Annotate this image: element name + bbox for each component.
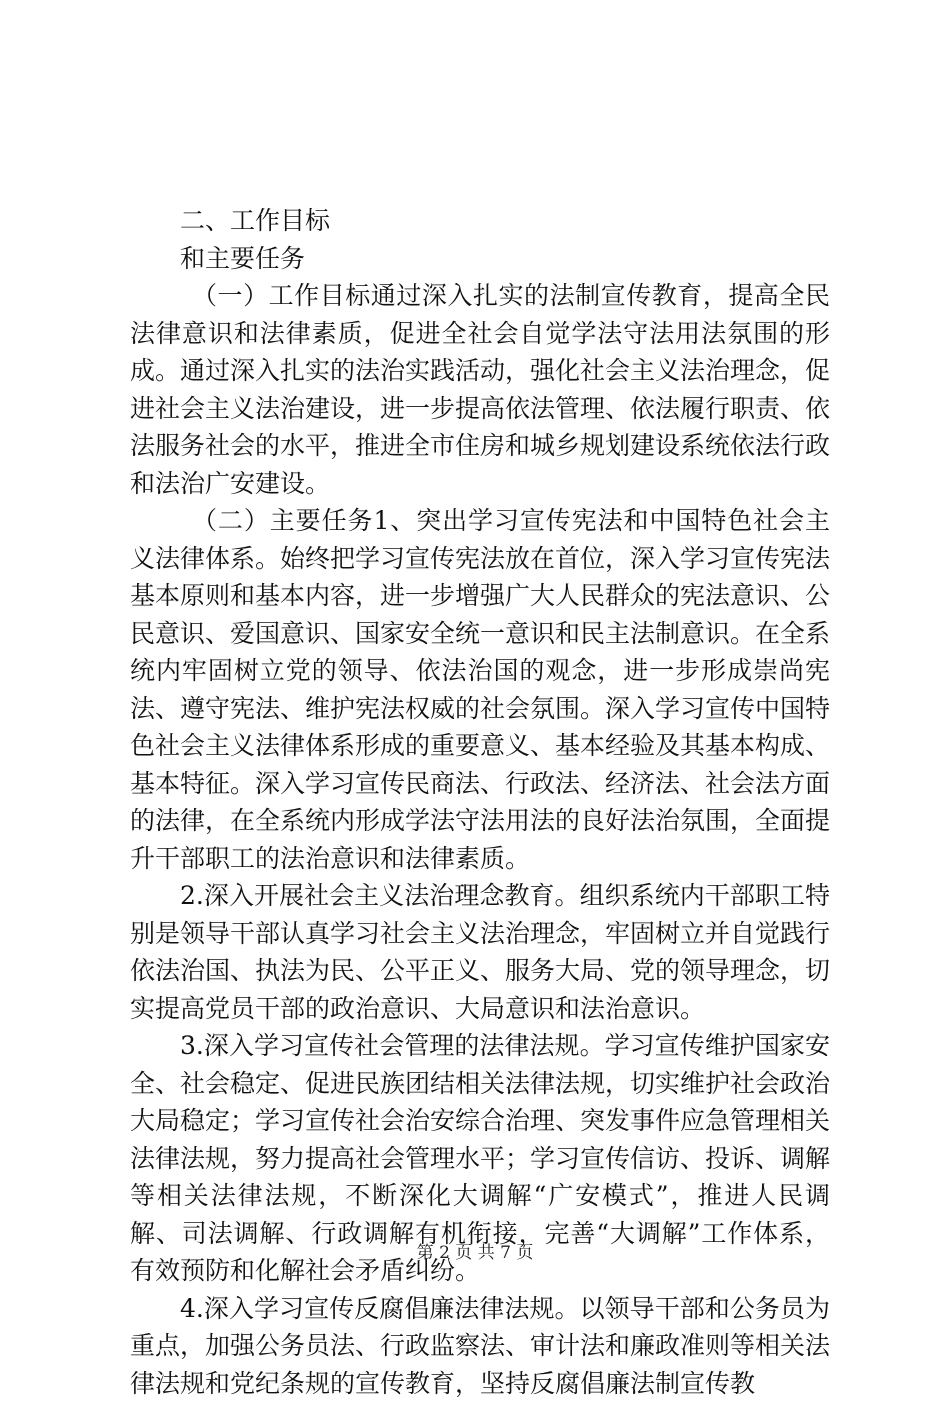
paragraph-main-tasks: （二）主要任务1、突出学习宣传宪法和中国特色社会主义法律体系。始终把学习宣传宪法放在首位，深入学习宣传宪法基本原则和基本内容，进一步增强广大人民群众的宪法意识、公民意识、爱国意识、国家安全统一意识和民主法制意识。在全系统内牢固树立党的领导、依法治国的观念，进一步形成崇尚宪法、遵守宪法、维护宪法权威的社会氛围。深入学习宣传中国特色社会主义法律体系形成的重要意义、基本经验及其基本构成、基本特征。深入学习宣传民商法、行政法、经济法、社会法方面的法律，在全系统内形成学法守法用法的良好法治氛围，全面提升干部职工的法治意识和法律素质。 (130, 502, 830, 877)
section-heading-line-2: 和主要任务 (130, 240, 830, 278)
paragraph-task-3: 3.深入学习宣传社会管理的法律法规。学习宣传维护国家安全、社会稳定、促进民族团结相关法律法规，切实维护社会政治大局稳定；学习宣传社会治安综合治理、突发事件应急管理相关法律法规，努力提高社会管理水平；学习宣传信访、投诉、调解等相关法律法规，不断深化大调解“广安模式”，推进人民调解、司法调解、行政调解有机衔接，完善“大调解”工作体系，有效预防和化解社会矛盾纠纷。 (130, 1027, 830, 1290)
section-heading-line-1: 二、工作目标 (130, 202, 830, 240)
paragraph-task-4: 4.深入学习宣传反腐倡廉法律法规。以领导干部和公务员为重点，加强公务员法、行政监察法、审计法和廉政准则等相关法律法规和党纪条规的宣传教育，坚持反腐倡廉法制宣传教 (130, 1290, 830, 1402)
paragraph-task-2: 2.深入开展社会主义法治理念教育。组织系统内干部职工特别是领导干部认真学习社会主义法治理念，牢固树立并自觉践行依法治国、执法为民、公平正义、服务大局、党的领导理念，切实提高党员干部的政治意识、大局意识和法治意识。 (130, 877, 830, 1027)
page-number-footer: 第 2 页 共 7 页 (0, 1242, 950, 1264)
document-body (130, 202, 830, 1402)
paragraph-work-goals: （一）工作目标通过深入扎实的法制宣传教育，提高全民法律意识和法律素质，促进全社会自觉学法守法用法氛围的形成。通过深入扎实的法治实践活动，强化社会主义法治理念，促进社会主义法治建设，进一步提高依法管理、依法履行职责、依法服务社会的水平，推进全市住房和城乡规划建设系统依法行政和法治广安建设。 (130, 277, 830, 502)
